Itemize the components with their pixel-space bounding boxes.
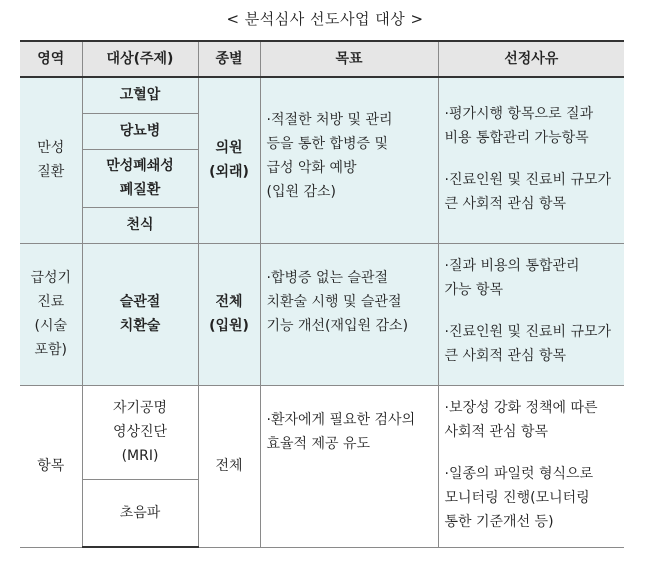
goal-acute: ·합병증 없는 슬관절 치환술 시행 및 슬관절 기능 개선(재입원 감소) bbox=[260, 243, 438, 385]
type-all-inpatient: 전체 (입원) bbox=[198, 243, 260, 385]
goal-item: ·환자에게 필요한 검사의 효율적 제공 유도 bbox=[260, 385, 438, 547]
header-reason: 선정사유 bbox=[438, 41, 624, 77]
header-type: 종별 bbox=[198, 41, 260, 77]
type-clinic: 의원 (외래) bbox=[198, 77, 260, 243]
header-row bbox=[20, 41, 624, 77]
topic-mri: 자기공명 영상진단 (MRI) bbox=[82, 385, 198, 479]
header-area: 영역 bbox=[20, 41, 82, 77]
area-acute: 급성기 진료 (시술 포함) bbox=[20, 243, 82, 385]
header-goal: 목표 bbox=[260, 41, 438, 77]
target-table bbox=[20, 40, 624, 548]
table-caption: < 분석심사 선도사업 대상 > bbox=[226, 10, 424, 28]
reason-acute: ·질과 비용의 통합관리 가능 항목 ·진료인원 및 진료비 규모가 큰 사회적 관심 항목 bbox=[438, 243, 624, 385]
table-row bbox=[20, 243, 624, 385]
topic-asthma: 천식 bbox=[82, 207, 198, 243]
reason-chronic: ·평가시행 항목으로 질과 비용 통합관리 가능항목 ·진료인원 및 진료비 규모가 큰 사회적 관심 항목 bbox=[438, 77, 624, 243]
area-chronic: 만성 질환 bbox=[20, 77, 82, 243]
header-topic: 대상(주제) bbox=[82, 41, 198, 77]
goal-chronic: ·적절한 처방 및 관리 등을 통한 합병증 및 급성 악화 예방 (입원 감소) bbox=[260, 77, 438, 243]
topic-diabetes: 당뇨병 bbox=[82, 113, 198, 149]
topic-hypertension: 고혈압 bbox=[82, 77, 198, 113]
area-item: 항목 bbox=[20, 385, 82, 547]
reason-item: ·보장성 강화 정책에 따른 사회적 관심 항목 ·일종의 파일럿 형식으로 모니터링 진행(모니터링 통한 기준개선 등) bbox=[438, 385, 624, 547]
table-row bbox=[20, 77, 624, 113]
type-all: 전체 bbox=[198, 385, 260, 547]
topic-ultrasound: 초음파 bbox=[82, 479, 198, 547]
table-row bbox=[20, 385, 624, 479]
topic-copd: 만성폐쇄성 폐질환 bbox=[82, 149, 198, 207]
topic-knee-replacement: 슬관절 치환술 bbox=[82, 243, 198, 385]
